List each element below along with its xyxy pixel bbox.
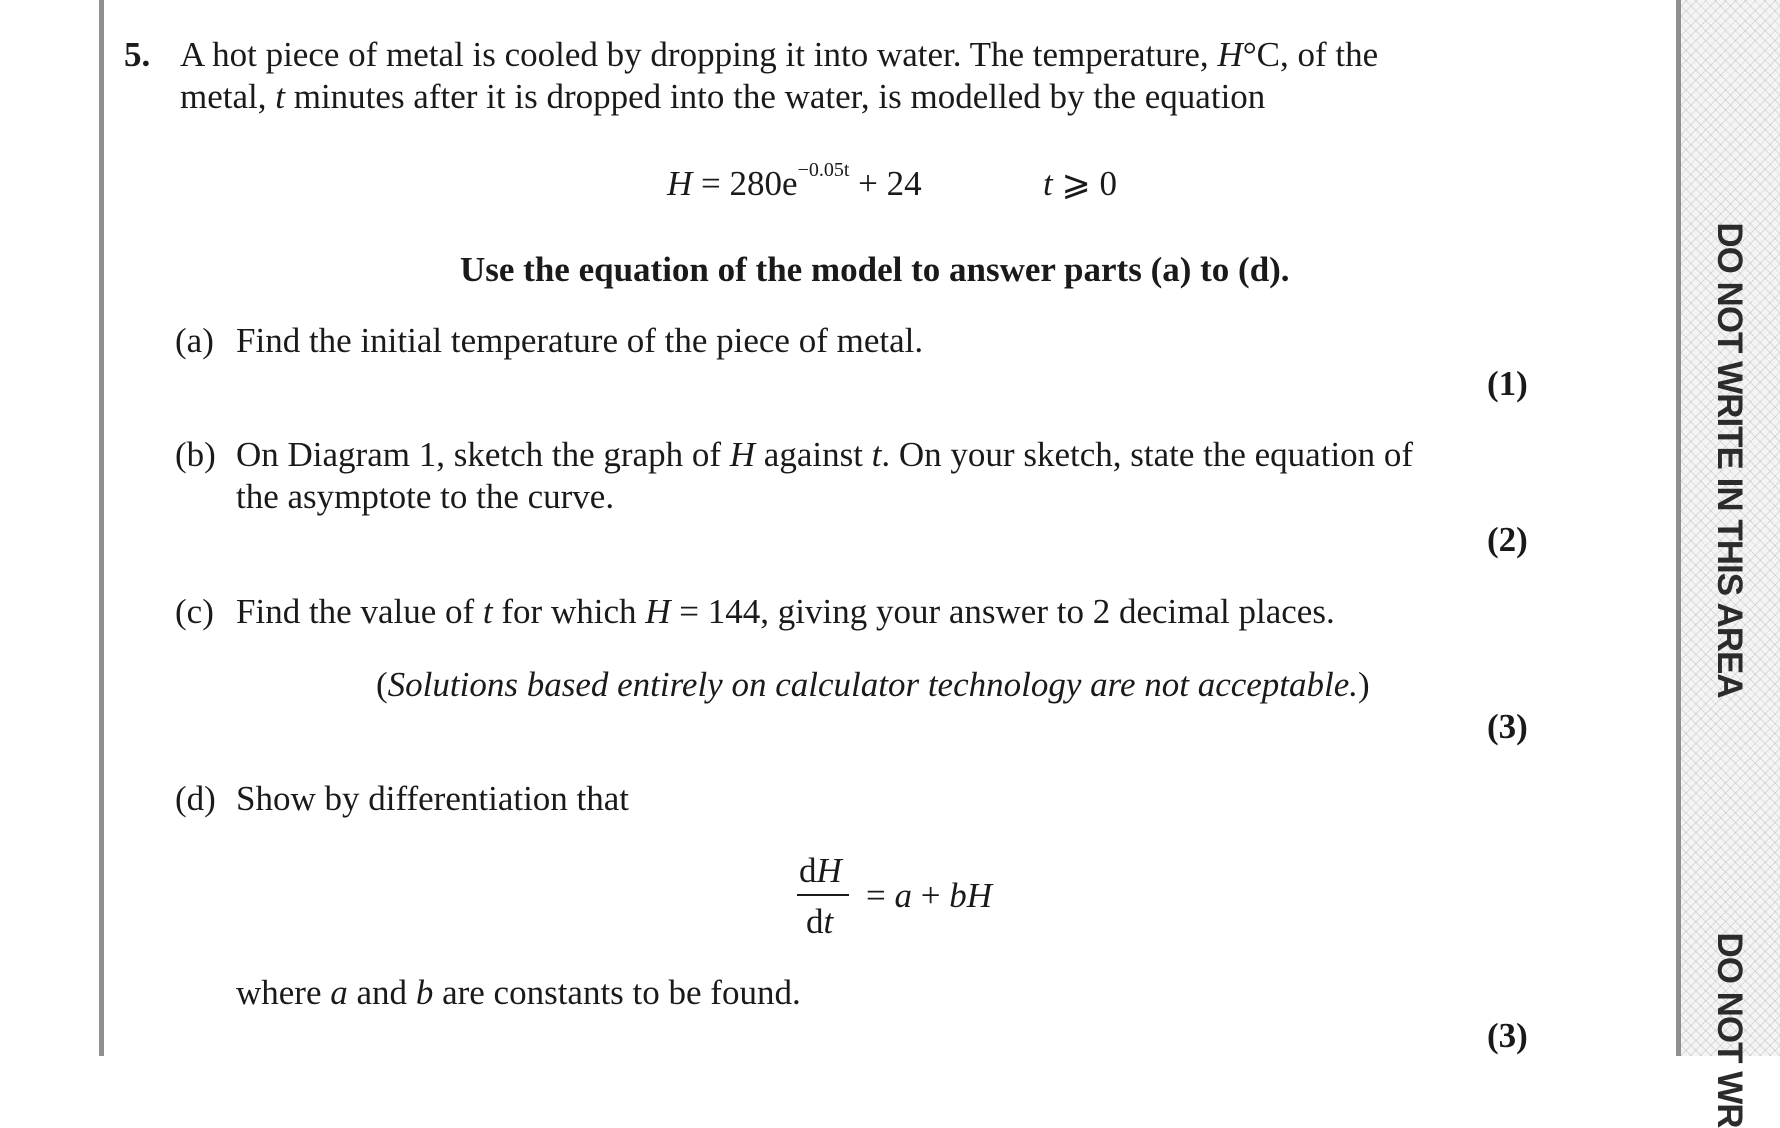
part-b-label: (b) — [175, 435, 216, 474]
margin-warning-upper: DO NOT WRITE IN THIS AREA — [1710, 222, 1749, 698]
instruction-text: Use the equation of the model to answer parts (a) to (d). — [460, 250, 1290, 289]
part-c-marks: (3) — [1487, 707, 1528, 746]
part-b-line1: On Diagram 1, sketch the graph of H against t. On your sketch, state the equation of — [236, 435, 1414, 474]
model-equation: $H = 280e^{-0.05t} + 24$ — [667, 159, 922, 203]
equation-domain: t ⩾ 0 — [1043, 164, 1118, 203]
part-d-text: Show by differentiation that — [236, 779, 630, 818]
part-a-marks: (1) — [1487, 364, 1528, 403]
question-intro-line1: A hot piece of metal is cooled by dropping it into water. The temperature, H°C, of the — [180, 35, 1379, 74]
question-number: 5. — [124, 35, 151, 74]
left-page-border — [99, 0, 104, 1056]
part-c-text: Find the value of t for which H = 144, giving your answer to 2 decimal places. — [236, 592, 1335, 631]
part-c-calculator-note: (Solutions based entirely on calculator technology are not acceptable.) — [376, 665, 1370, 704]
part-b-line2: the asymptote to the curve. — [236, 477, 615, 516]
part-a-text: Find the initial temperature of the piece of metal. — [236, 321, 924, 360]
part-c-label: (c) — [175, 592, 214, 631]
fraction-bar — [797, 894, 849, 896]
derivative-denominator: dt — [806, 902, 834, 941]
derivative-numerator: dH — [799, 851, 842, 890]
margin-warning-lower: DO NOT WR — [1710, 932, 1749, 1128]
part-b-marks: (2) — [1487, 520, 1528, 559]
part-d-label: (d) — [175, 779, 216, 818]
question-intro-line2: metal, t minutes after it is dropped into the water, is modelled by the equation — [180, 77, 1266, 116]
part-d-marks: (3) — [1487, 1016, 1528, 1055]
part-a-label: (a) — [175, 321, 214, 360]
part-d-where-text: where a and b are constants to be found. — [236, 973, 801, 1012]
derivative-rhs: = a + bH — [866, 876, 993, 915]
